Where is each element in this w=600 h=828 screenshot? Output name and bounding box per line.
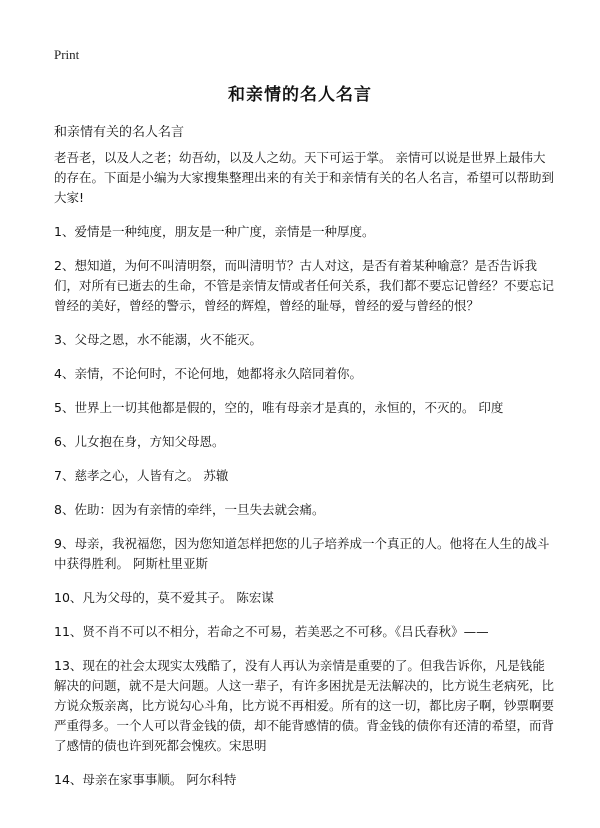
page-title: 和亲情的名人名言 (228, 85, 372, 105)
quote-item-10: 10、凡为父母的，莫不爱其子。 陈宏谋 (54, 590, 274, 605)
quote-item-6: 6、儿女抱在身，方知父母恩。 (54, 434, 225, 449)
quote-item-2: 2、想知道，为何不叫清明祭，而叫清明节？古人对这，是否有着某种喻意？是否告诉我们，对所有已逝去的生命，不管是亲情友情或者任何关系，我们都不要忘记曾经？不要忘记曾经的美好，曾经的警示，曾经的辉煌，曾经的耻辱，曾经的爱与曾经的恨？ (54, 258, 555, 313)
quote-item-4: 4、亲情，不论何时，不论何地，她都将永久陪同着你。 (54, 366, 362, 381)
quote-item-14: 14、母亲在家事事顺。 阿尔科特 (54, 772, 237, 787)
intro-paragraph: 老吾老，以及人之老；幼吾幼，以及人之幼。天下可运于掌。 亲情可以说是世界上最伟大的存在。下面是小编为大家搜集整理出来的有关于和亲情有关的名人名言，希望可以帮助到大家! (54, 150, 555, 205)
quote-item-1: 1、爱情是一种纯度，朋友是一种广度，亲情是一种厚度。 (54, 224, 375, 239)
quote-item-5: 5、世界上一切其他都是假的，空的，唯有母亲才是真的，永恒的，不灭的。 印度 (54, 400, 504, 415)
quote-item-11: 11、贤不肖不可以不相分，若命之不可易，若美恶之不可移。《吕氏春秋》—— (54, 624, 489, 639)
quote-item-8: 8、佐助：因为有亲情的牵绊，一旦失去就会痛。 (54, 502, 325, 517)
quote-item-13: 13、现在的社会太现实太残酷了，没有人再认为亲情是重要的了。但我告诉你，凡是钱能解决的问题，就不是大问题。人这一辈子，有许多困扰是无法解决的，比方说生老病死，比方说众叛亲离，比方说勾心斗角，比方说不再相爱。所有的这一切，都比房子啊，钞票啊要严重得多。一个人可以背金钱的债，却不能背感情的债。背金钱的债你有还清的希望，而背了感情的债也许到死都会愧疚。宋思明 (54, 658, 555, 753)
quote-item-9: 9、母亲，我祝福您，因为您知道怎样把您的儿子培养成一个真正的人。他将在人生的战斗中获得胜利。 阿斯杜里亚斯 (54, 536, 550, 571)
subtitle: 和亲情有关的名人名言 (54, 125, 185, 140)
quote-item-3: 3、父母之恩，水不能溺，火不能灭。 (54, 332, 262, 347)
quote-item-7: 7、慈孝之心，人皆有之。 苏辙 (54, 468, 229, 483)
print-link[interactable]: Print (54, 47, 80, 62)
article-body (54, 148, 554, 804)
